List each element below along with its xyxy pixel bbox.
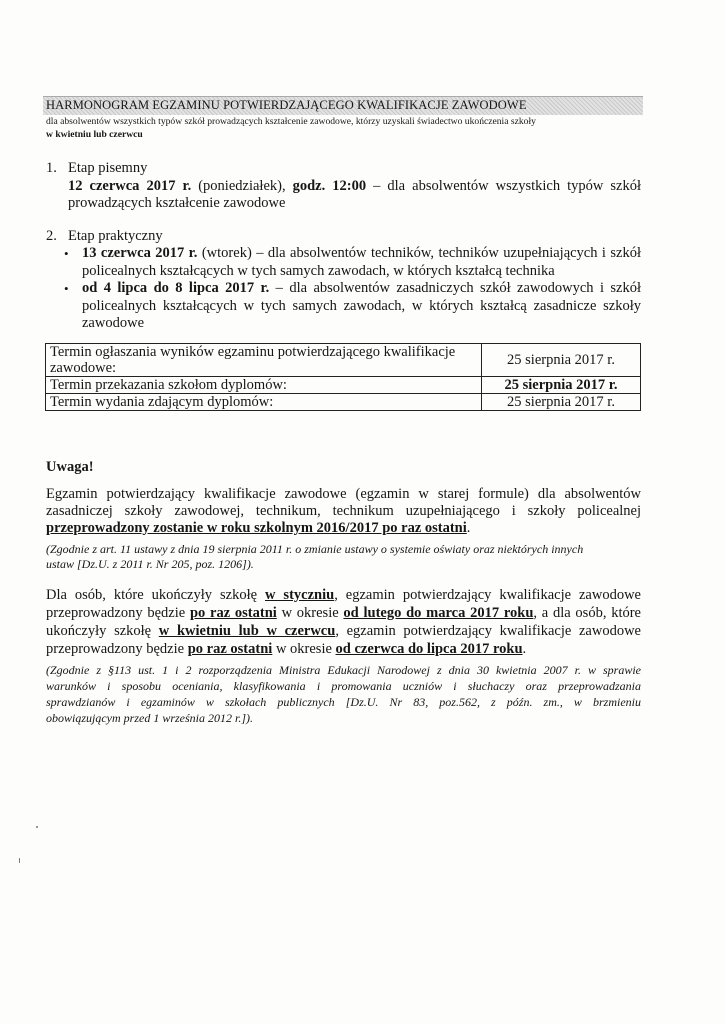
p2-l3-a: ukończyły szkołę bbox=[46, 623, 159, 639]
bullet-2: • bbox=[64, 281, 69, 296]
stage-1-date: 12 czerwca 2017 r. bbox=[68, 178, 192, 194]
note-p2-line-4 bbox=[46, 641, 526, 658]
row-1-label-1: Termin ogłaszania wyników egzaminu potwierdzającego kwalifikacje bbox=[50, 344, 456, 360]
bullet-1: • bbox=[64, 246, 69, 261]
row-2-date: 25 sierpnia 2017 r. bbox=[482, 377, 641, 394]
note-p1-line-1: Egzamin potwierdzający kwalifikacje zawodowe (egzamin w starej formule) dla absolwentów bbox=[46, 486, 641, 502]
ref-1-line-1: (Zgodnie z art. 11 ustawy z dnia 19 sierpnia 2011 r. o zmianie ustawy o systemie oświaty oraz niektórych innych bbox=[46, 542, 584, 556]
stage-2-title: Etap praktyczny bbox=[68, 228, 163, 244]
stage-1-day: (poniedziałek), bbox=[191, 178, 293, 194]
note-p1-line-3 bbox=[46, 520, 470, 537]
subtitle-line-2: w kwietniu lub czerwcu bbox=[46, 129, 143, 140]
stage-1-time: 12:00 bbox=[332, 178, 367, 194]
p2-l4-u1: po raz ostatni bbox=[187, 641, 273, 657]
stage-2-item-1-line-2: policealnych kształcących w tych samych zawodach, w których kształcą technika bbox=[82, 263, 555, 279]
table-row bbox=[46, 377, 641, 394]
p2-l1-b: , egzamin potwierdzający kwalifikacje zawodowe bbox=[334, 587, 641, 603]
p2-l2-u2: od lutego do marca 2017 roku bbox=[343, 605, 534, 621]
stage-2-item-2-rest: – dla absolwentów zasadniczych szkół zawodowych i szkół bbox=[269, 280, 641, 296]
stage-2-item-1-line-1 bbox=[82, 245, 641, 262]
p2-l1-u: w styczniu bbox=[265, 587, 335, 603]
p2-l4-c: . bbox=[522, 641, 527, 657]
row-3-label: Termin wydania zdającym dyplomów: bbox=[46, 394, 482, 411]
note-p2-line-3 bbox=[46, 623, 641, 640]
stage-1-time-label: godz. bbox=[292, 178, 326, 194]
scan-speck bbox=[36, 826, 38, 828]
p2-l2-b: w okresie bbox=[276, 605, 344, 621]
note-heading: Uwaga! bbox=[46, 459, 94, 475]
ref-2-line-1: (Zgodnie z §113 ust. 1 i 2 rozporządzenia Ministra Edukacji Narodowej z dnia 30 kwietnia 2007 r. w sprawie bbox=[46, 663, 641, 677]
p2-l4-a: przeprowadzony będzie bbox=[46, 641, 188, 657]
p2-l4-u2: od czerwca do lipca 2017 roku bbox=[335, 641, 523, 657]
ref-2-line-3: sprawdzianów i egzaminów w szkołach publicznych [Dz.U. Nr 83, poz.562, z późn. zm., w brzmieniu bbox=[46, 695, 641, 709]
ref-2-line-2: warunków i sposobu oceniania, klasyfikowania i promowania uczniów i słuchaczy oraz przeprowadzania bbox=[46, 679, 641, 693]
stage-1-line-1 bbox=[68, 178, 641, 195]
stage-2-item-2-line-3: zawodowe bbox=[82, 315, 145, 331]
p2-l4-b: w okresie bbox=[272, 641, 336, 657]
table-label-cell bbox=[46, 344, 482, 377]
note-p2-line-2 bbox=[46, 605, 641, 622]
row-2-label: Termin przekazania szkołom dyplomów: bbox=[46, 377, 482, 394]
stage-2-item-2-line-2: policealnych kształcących w tych samych zawodach, w których kształcą zasadnicze szkoły bbox=[82, 298, 641, 314]
note-p1-end: . bbox=[466, 520, 471, 536]
stage-1-desc-2: prowadzących kształcenie zawodowe bbox=[68, 195, 286, 211]
note-p1-emphasis: przeprowadzony zostanie w roku szkolnym 2016/2017 po raz ostatni bbox=[46, 520, 467, 536]
scan-speck bbox=[19, 858, 20, 863]
row-3-date: 25 sierpnia 2017 r. bbox=[482, 394, 641, 411]
p2-l1-a: Dla osób, które ukończyły szkołę bbox=[46, 587, 265, 603]
stage-1-title: Etap pisemny bbox=[68, 160, 148, 176]
stage-2-item-1-date: 13 czerwca 2017 r. bbox=[82, 245, 198, 261]
p2-l3-u: w kwietniu lub w czerwcu bbox=[158, 623, 336, 639]
stage-1-number: 1. bbox=[46, 160, 57, 176]
stage-2-item-2-date: od 4 lipca do 8 lipca 2017 r. bbox=[82, 280, 270, 296]
ref-1-line-2: ustaw [Dz.U. z 2011 r. Nr 205, poz. 1206]). bbox=[46, 557, 254, 571]
p2-l2-u1: po raz ostatni bbox=[189, 605, 277, 621]
results-table bbox=[45, 343, 641, 411]
document-title: HARMONOGRAM EGZAMINU POTWIERDZAJĄCEGO KWALIFIKACJE ZAWODOWE bbox=[46, 98, 527, 112]
subtitle-line-1: dla absolwentów wszystkich typów szkół prowadzących kształcenie zawodowe, którzy uzyskali świadectwo ukończenia szkoły bbox=[46, 116, 536, 127]
p2-l3-b: , egzamin potwierdzający kwalifikacje zawodowe bbox=[335, 623, 641, 639]
table-row bbox=[46, 394, 641, 411]
stage-1-desc-1: – dla absolwentów wszystkich typów szkół bbox=[366, 178, 641, 194]
table-row bbox=[46, 344, 641, 377]
p2-l2-c: , a dla osób, które bbox=[533, 605, 641, 621]
stage-2-item-1-rest: (wtorek) – dla absolwentów techników, techników uzupełniających i szkół bbox=[197, 245, 641, 261]
ref-2-line-4: obowiązującym przed 1 września 2012 r.]). bbox=[46, 711, 254, 725]
stage-2-number: 2. bbox=[46, 228, 57, 244]
note-p1-line-2: zasadniczej szkoły zawodowej, technikum, technikum uzupełniającego i szkoły policealnej bbox=[46, 503, 641, 519]
row-1-label-2: zawodowe: bbox=[50, 360, 117, 376]
note-p2-line-1 bbox=[46, 587, 641, 604]
p2-l2-a: przeprowadzony będzie bbox=[46, 605, 190, 621]
row-1-date: 25 sierpnia 2017 r. bbox=[482, 344, 641, 377]
stage-2-item-2-line-1 bbox=[82, 280, 641, 297]
